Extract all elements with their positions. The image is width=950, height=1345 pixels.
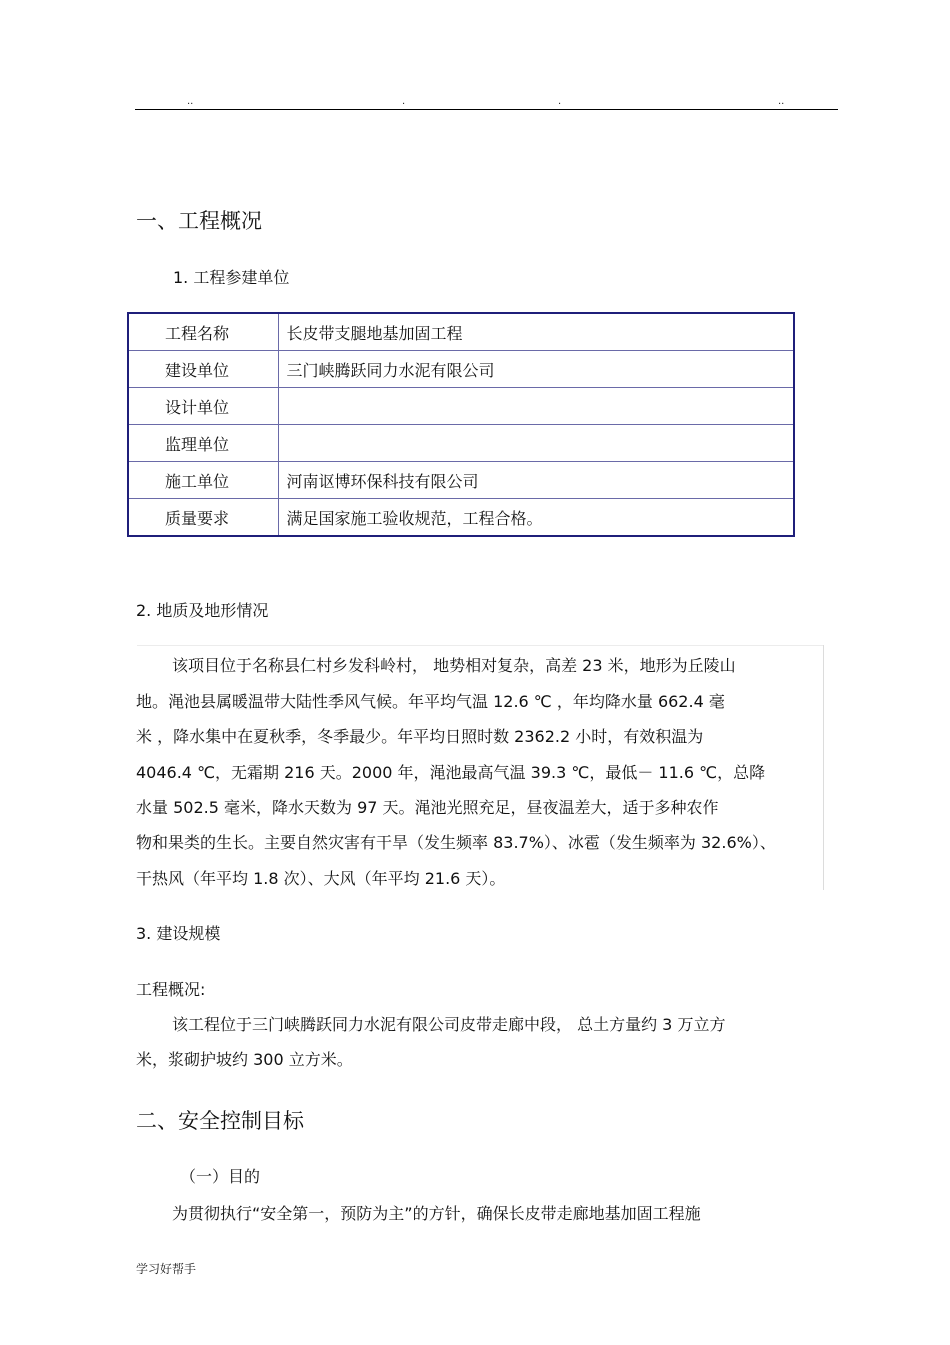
text-box-rule (137, 645, 823, 646)
table-row (128, 499, 794, 537)
scale-line: 该工程位于三门峡腾跃同力水泥有限公司皮带走廊中段， 总土方量约 3 万立方 (172, 1015, 726, 1034)
body-line: 为贯彻执行“安全第一，预防为主”的方针，确保长皮带走廊地基加固工程施 (172, 1204, 701, 1223)
table-key: 设计单位 (128, 388, 278, 425)
header-mark: . (558, 96, 562, 107)
header-rule (135, 109, 838, 110)
table-row (128, 313, 794, 351)
table-key: 监理单位 (128, 425, 278, 462)
header-mark: . (402, 96, 406, 107)
geo-line: 干热风（年平均 1.8 次）、大风（年平均 21.6 天）。 (136, 869, 506, 888)
table-row (128, 351, 794, 388)
subsection-title: 1. 工程参建单位 (173, 268, 290, 287)
table-value (278, 388, 794, 425)
table-key: 工程名称 (128, 313, 278, 351)
table-key: 建设单位 (128, 351, 278, 388)
participants-table (127, 312, 795, 537)
geo-line: 地。渑池县属暖温带大陆性季风气候。年平均气温 12.6 ℃ ，年均降水量 662.4 毫 (136, 692, 725, 711)
table-key: 质量要求 (128, 499, 278, 537)
header-mark: .. (778, 96, 785, 107)
section-title: 二、安全控制目标 (136, 1109, 304, 1133)
table-value (278, 425, 794, 462)
scale-line: 米，浆砌护坡约 300 立方米。 (136, 1050, 353, 1069)
subsection-title: 2. 地质及地形情况 (136, 601, 269, 620)
page-footer: 学习好帮手 (136, 1262, 197, 1276)
table-value: 长皮带支腿地基加固工程 (278, 313, 794, 351)
table-row (128, 462, 794, 499)
table-value: 三门峡腾跃同力水泥有限公司 (278, 351, 794, 388)
overview-label: 工程概况: (136, 980, 206, 999)
table-value: 河南讴博环保科技有限公司 (278, 462, 794, 499)
geo-line: 米 ，降水集中在夏秋季，冬季最少。年平均日照时数 2362.2 小时，有效积温为 (136, 727, 704, 746)
geo-line: 物和果类的生长。主要自然灾害有干旱（发生频率 83.7%）、冰雹（发生频率为 32.6%）、 (136, 833, 776, 852)
geo-line: 水量 502.5 毫米，降水天数为 97 天。渑池光照充足，昼夜温差大，适于多种农作 (136, 798, 719, 817)
text-box-rule (823, 645, 824, 890)
table-value: 满足国家施工验收规范，工程合格。 (278, 499, 794, 537)
subsection-title: 3. 建设规模 (136, 924, 221, 943)
geo-line: 4046.4 ℃，无霜期 216 天。2000 年，渑池最高气温 39.3 ℃，最低－ 11.6 ℃，总降 (136, 763, 766, 782)
subsection-title: （一）目的 (180, 1167, 261, 1186)
table-key: 施工单位 (128, 462, 278, 499)
geo-line: 该项目位于名称县仁村乡发科岭村， 地势相对复杂，高差 23 米，地形为丘陵山 (172, 656, 736, 675)
table-row (128, 425, 794, 462)
table-row (128, 388, 794, 425)
header-mark: .. (187, 96, 194, 107)
section-title: 一、工程概况 (136, 209, 262, 233)
